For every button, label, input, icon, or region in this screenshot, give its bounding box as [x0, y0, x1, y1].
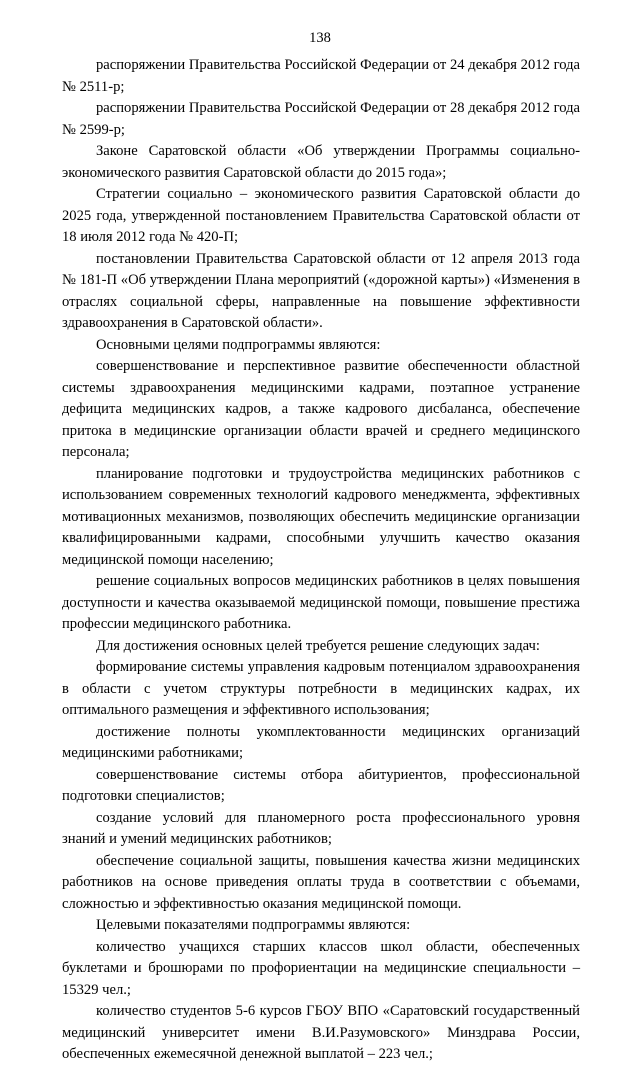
paragraph: Для достижения основных целей требуется решение следующих задач: — [96, 637, 540, 654]
paragraph: распоряжении Правительства Российской Федерации от 28 декабря 2012 года № 2599-р; — [62, 100, 580, 138]
paragraph: совершенствование и перспективное развитие обеспеченности областной системы здравоохранения медицинскими кадрами, поэтапное устранение дефицита медицинских кадров, а также кадрового дисбаланса, обеспечение притока в медицинские организации области врачей и среднего медицинского персонала; — [62, 358, 580, 460]
paragraph: распоряжении Правительства Российской Федерации от 24 декабря 2012 года № 2511-р; — [62, 57, 580, 95]
document-body — [62, 55, 580, 1066]
paragraph: Основными целями подпрограммы являются: — [96, 336, 381, 353]
paragraph: создание условий для планомерного роста профессионального уровня знаний и умений медицинских работников; — [62, 809, 580, 847]
paragraph: количество студентов 5-6 курсов ГБОУ ВПО «Саратовский государственный медицинский университет имени В.И.Разумовского» Минздрава России, обеспеченных ежемесячной денежной выплатой – 223 чел.; — [62, 1003, 580, 1062]
paragraph: решение социальных вопросов медицинских работников в целях повышения доступности и качества оказываемой медицинской помощи, повышение престижа профессии медицинского работника. — [62, 573, 580, 632]
paragraph: Законе Саратовской области «Об утверждении Программы социально-экономического развития Саратовской области до 2015 года»; — [62, 143, 580, 181]
paragraph: планирование подготовки и трудоустройства медицинских работников с использованием современных технологий кадрового менеджмента, эффективных мотивационных механизмов, позволяющих обеспечить медицинские организации квалифицированными кадрами, способными улучшить качество оказания медицинской помощи населению; — [62, 465, 580, 568]
paragraph: совершенствование системы отбора абитуриентов, профессиональной подготовки специалистов; — [62, 766, 580, 804]
paragraph: количество учащихся старших классов школ области, обеспеченных буклетами и брошюрами по профориентации на медицинские специальности – 15329 чел.; — [62, 938, 580, 998]
page-number: 138 — [309, 30, 331, 46]
paragraph: постановлении Правительства Саратовской области от 12 апреля 2013 года № 181-П «Об утверждении Плана мероприятий («дорожной карты») «Изменения в отраслях социальной сферы, направленные на повышение эффективности здравоохранения в Саратовской области». — [62, 250, 580, 331]
paragraph: обеспечение социальной защиты, повышения качества жизни медицинских работников на основе приведения оплаты труда в соответствии с объемами, сложностью и эффективностью оказания медицинской помощи. — [62, 852, 580, 912]
paragraph: Целевыми показателями подпрограммы являются: — [96, 917, 411, 933]
paragraph: Стратегии социально – экономического развития Саратовской области до 2025 года, утвержденной постановлением Правительства Саратовской области от 18 июля 2012 года № 420-П; — [62, 186, 580, 245]
paragraph: достижение полноты укомплектованности медицинских организаций медицинскими работниками; — [62, 723, 580, 761]
paragraph: формирование системы управления кадровым потенциалом здравоохранения в области с учетом структуры потребности в медицинских кадрах, их оптимального размещения и эффективного использования; — [62, 659, 580, 718]
